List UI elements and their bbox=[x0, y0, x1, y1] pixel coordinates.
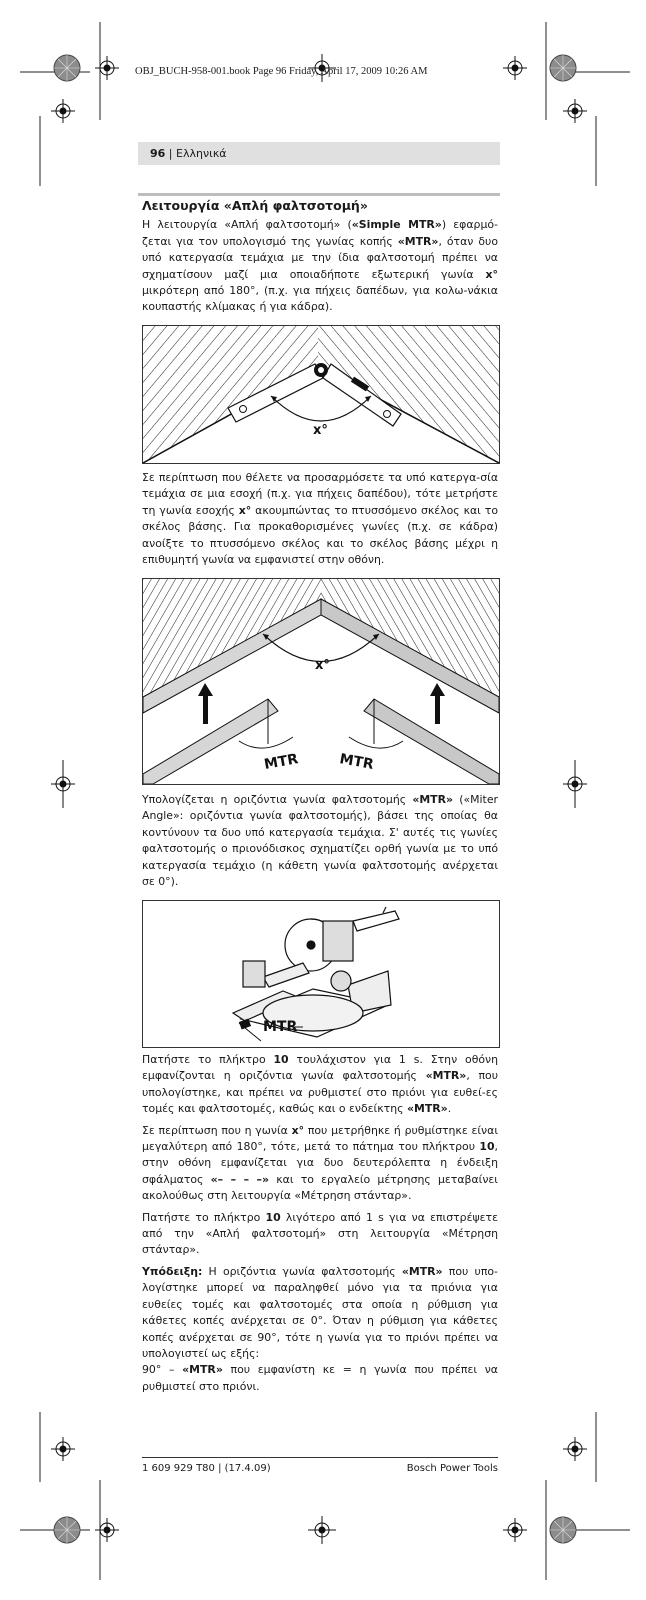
section-rule bbox=[138, 193, 500, 196]
paragraph-2-block bbox=[142, 470, 498, 573]
page-header-bar bbox=[138, 142, 500, 165]
paragraph-press-key: Πατήστε το πλήκτρο 10 τουλάχιστον για 1 s. Στην οθόνη εμφανίζονται η οριζόντια γωνία φαλτσοτομής «MTR», που υπολογίστηκε, και πρέπει να ρυθμιστεί στο πριόνι για ευθεί-ες τομές και φαλτσοτομές, καθώς και ο ενδείκτης «MTR». bbox=[142, 1053, 499, 1116]
figure-2-angle-label: x° bbox=[315, 658, 330, 673]
paragraph-intro: Η λειτουργία «Απλή φαλτσοτομή» («Simple MTR») εφαρμό-ζεται για τον υπολογισμό της γωνίας κοπής «MTR», όταν δυο υπό κατεργασία τεμάχια με την ίδια φαλτσοτομή πρέπει να σχηματίσουν μαζί μια οποιαδήποτε εξωτερική γωνία x° μικρότερη από 180°, (π.χ. για πήχεις δαπέδων, για κολω-νάκια κουπαστής κλίμακας ή για κάδρα). bbox=[142, 218, 498, 314]
page-footer bbox=[142, 1463, 498, 1474]
figure-outer-angle bbox=[142, 325, 500, 464]
page-separator: | bbox=[165, 147, 177, 160]
figure-2-left-mtr: MTR bbox=[262, 751, 300, 773]
paragraph-error: Σε περίπτωση που η γωνία x° που μετρήθηκε ή ρυθμίστηκε είναι μεγαλύτερη από 180°, τότε, μετά το πάτημα του πλήκτρου 10, στην οθόνη εμφανίζεται για δυο δευτερόλεπτα η ένδειξη σφάλματος «– – – –» και το εργαλείο μέτρησης μεταβαίνει ακολούθως στη λειτουργία «Μέτρηση στάνταρ». bbox=[142, 1123, 499, 1203]
section-title: Λειτουργία «Απλή φαλτσοτομή» bbox=[142, 198, 368, 213]
print-header: OBJ_BUCH-958-001.book Page 96 Friday, April 17, 2009 10:26 AM bbox=[135, 66, 428, 77]
instructions-block bbox=[142, 1052, 498, 1400]
footer-rule bbox=[142, 1457, 498, 1458]
note-label: Υπόδειξη: bbox=[142, 1264, 203, 1278]
intro-block bbox=[142, 198, 498, 321]
page-language: Ελληνικά bbox=[176, 147, 227, 160]
figure-3-mtr-label: MTR bbox=[263, 1019, 298, 1035]
page-number: 96 bbox=[150, 147, 166, 160]
figure-1-angle-label: x° bbox=[313, 423, 328, 438]
footer-brand: Bosch Power Tools bbox=[406, 1463, 498, 1474]
figure-2-right-mtr: MTR bbox=[338, 751, 375, 773]
footer-doc-number: 1 609 929 T80 | (17.4.09) bbox=[142, 1463, 271, 1474]
paragraph-note: Υπόδειξη: Η οριζόντια γωνία φαλτσοτομής «MTR» που υπο-λογίστηκε μπορεί να παραληφθεί μόνο για τα πριόνια για ευθείες τομές και φαλτσοτομές στα οποία η ρύθμιση για κάθετες κοπές ανέρχεται σε 0°. Όταν η ρύθμιση για κάθετες κοπές ανέρχεται σε 90°, τότε η γωνία για το πριόνι πρέπει να υπολογιστεί ως εξής: 90° – «MTR» που εμφανίστη κε = η γωνία που πρέπει να ρυθμιστεί στο πριόνι. bbox=[142, 1264, 498, 1393]
figure-miter-saw bbox=[142, 900, 500, 1048]
crosshair-top-left bbox=[95, 56, 119, 80]
paragraph-mtr-calc: Υπολογίζεται η οριζόντια γωνία φαλτσοτομής «MTR» («Miter Angle»: οριζόντια γωνία φαλτσοτομής), βάσει της οποίας θα κοντύνουν τα δυο υπό κατεργασία τεμάχια. Σ' αυτές τις γωνίες φαλτσοτομής ο πριονόδισκος σχηματίζει ορθή γωνία με το υπό κατεργασία τεμάχιο (η κάθετη γωνία φαλτσοτομής ανέρχεται σε 0°). bbox=[142, 793, 498, 889]
paragraph-return: Πατήστε το πλήκτρο 10 λιγότερο από 1 s για να επιστρέψετε από την «Απλή φαλτσοτομή» στη λειτουργία «Μέτρηση στάνταρ». bbox=[142, 1210, 499, 1257]
paragraph-inner-corner: Σε περίπτωση που θέλετε να προσαρμόσετε τα υπό κατεργα-σία τεμάχια σε μια εσοχή (π.χ. για πήχεις δαπέδου), τότε μετρήστε τη γωνία εσοχής x° ακουμπώντας το πτυσσόμενο σκέλος και το σκέλος βάσης. Για προκαθορισμένες γωνίες (π.χ. σε κάδρα) ανοίξτε το πτυσσόμενο σκέλος και το σκέλος βάσης μέχρι η επιθυμητή γωνία να εμφανιστεί στην οθόνη. bbox=[142, 471, 498, 567]
paragraph-3-block bbox=[142, 792, 498, 895]
figure-miter-pieces bbox=[142, 578, 500, 785]
